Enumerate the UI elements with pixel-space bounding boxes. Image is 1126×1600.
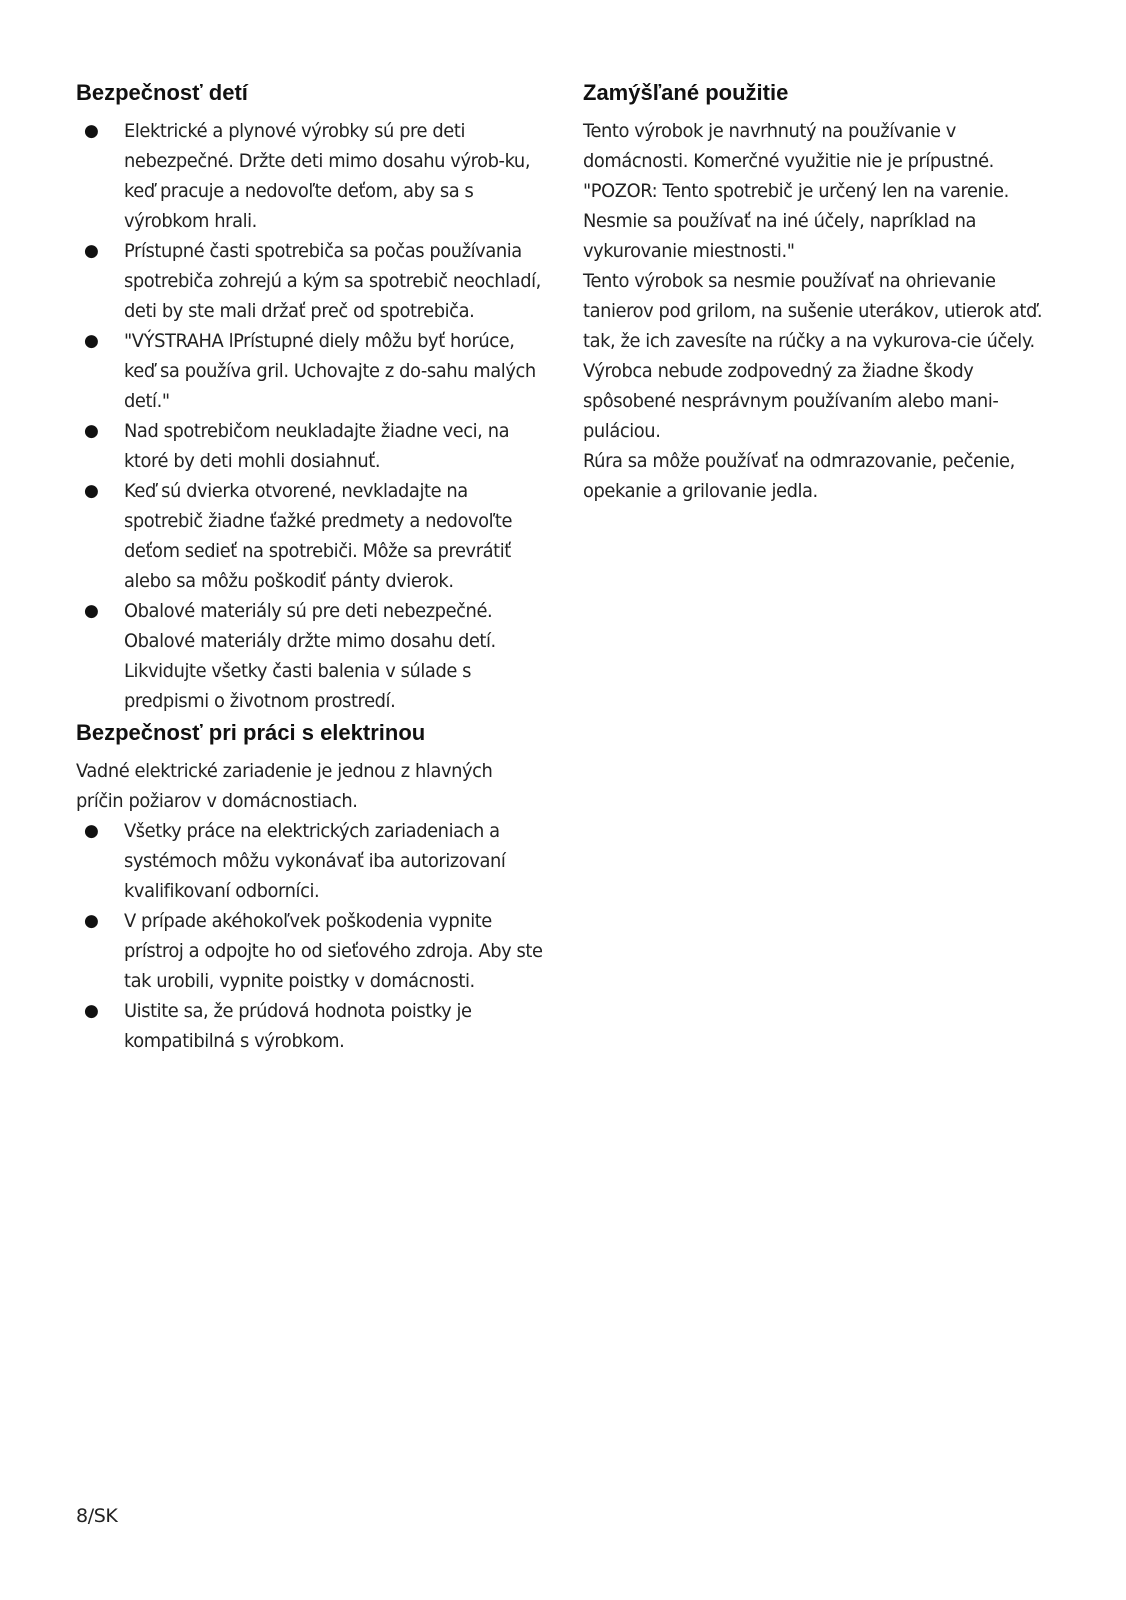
list-item: ● "VÝSTRAHA lPrístupné diely môžu byť horúce, keď sa používa gril. Uchovajte z do-sahu malých detí." <box>76 326 546 416</box>
electrical-safety-intro: Vadné elektrické zariadenie je jednou z hlavných príčin požiarov v domácnostiach. <box>76 760 493 812</box>
intended-use-heading: Zamýšľané použitie <box>583 80 789 105</box>
list-item: ● Elektrické a plynové výrobky sú pre deti nebezpečné. Držte deti mimo dosahu výrob-ku, keď pracuje a nedovoľte deťom, aby sa s výrobkom hrali. <box>76 116 546 236</box>
bullet-icon: ● <box>84 481 99 501</box>
left-column <box>76 78 546 1056</box>
intended-use-paragraph: Tento výrobok sa nesmie používať na ohrievanie tanierov pod grilom, na sušenie uterákov, utierok atď. tak, že ich zavesíte na rúčky a na vykurova-cie účely. <box>583 270 1043 352</box>
list-item: ● Keď sú dvierka otvorené, nevkladajte na spotrebič žiadne ťažké predmety a nedovoľte deťom sedieť na spotrebiči. Môže sa prevrátiť alebo sa môžu poškodiť pánty dvierok. <box>76 476 546 596</box>
electrical-safety-list <box>76 816 546 1056</box>
bullet-icon: ● <box>84 241 99 261</box>
intended-use-paragraph: Výrobca nebude zodpovedný za žiadne škody spôsobené nesprávnym používaním alebo mani-puláciou. <box>583 360 999 442</box>
bullet-icon: ● <box>84 331 99 351</box>
bullet-icon: ● <box>84 911 99 931</box>
page-number: 8/SK <box>76 1505 118 1527</box>
child-safety-list <box>76 116 546 716</box>
bullet-icon: ● <box>84 121 99 141</box>
bullet-icon: ● <box>84 421 99 441</box>
intended-use-paragraph: Rúra sa môže používať na odmrazovanie, pečenie, opekanie a grilovanie jedla. <box>583 450 1015 502</box>
intended-use-paragraph: Tento výrobok je navrhnutý na používanie v domácnosti. Komerčné využitie nie je prípustné. "POZOR: Tento spotrebič je určený len na varenie. Nesmie sa používať na iné účely, napríklad na vykurovanie miestnosti." <box>583 120 1009 262</box>
electrical-safety-heading: Bezpečnosť pri práci s elektrinou <box>76 720 426 745</box>
child-safety-heading: Bezpečnosť detí <box>76 80 248 105</box>
list-item: ● Nad spotrebičom neukladajte žiadne veci, na ktoré by deti mohli dosiahnuť. <box>76 416 546 476</box>
bullet-icon: ● <box>84 1001 99 1021</box>
list-item: ● Prístupné časti spotrebiča sa počas používania spotrebiča zohrejú a kým sa spotrebič neochladí, deti by ste mali držať preč od spotrebiča. <box>76 236 546 326</box>
bullet-icon: ● <box>84 601 99 621</box>
bullet-icon: ● <box>84 821 99 841</box>
list-item: ● Uistite sa, že prúdová hodnota poistky je kompatibilná s výrobkom. <box>76 996 546 1056</box>
list-item: ● V prípade akéhokoľvek poškodenia vypnite prístroj a odpojte ho od sieťového zdroja. Aby ste tak urobili, vypnite poistky v domácnosti. <box>76 906 546 996</box>
list-item: ● Všetky práce na elektrických zariadeniach a systémoch môžu vykonávať iba autorizovaní kvalifikovaní odborníci. <box>76 816 546 906</box>
right-column <box>583 78 1063 506</box>
list-item: ● Obalové materiály sú pre deti nebezpečné. Obalové materiály držte mimo dosahu detí. Likvidujte všetky časti balenia v súlade s predpismi o životnom prostredí. <box>76 596 546 716</box>
